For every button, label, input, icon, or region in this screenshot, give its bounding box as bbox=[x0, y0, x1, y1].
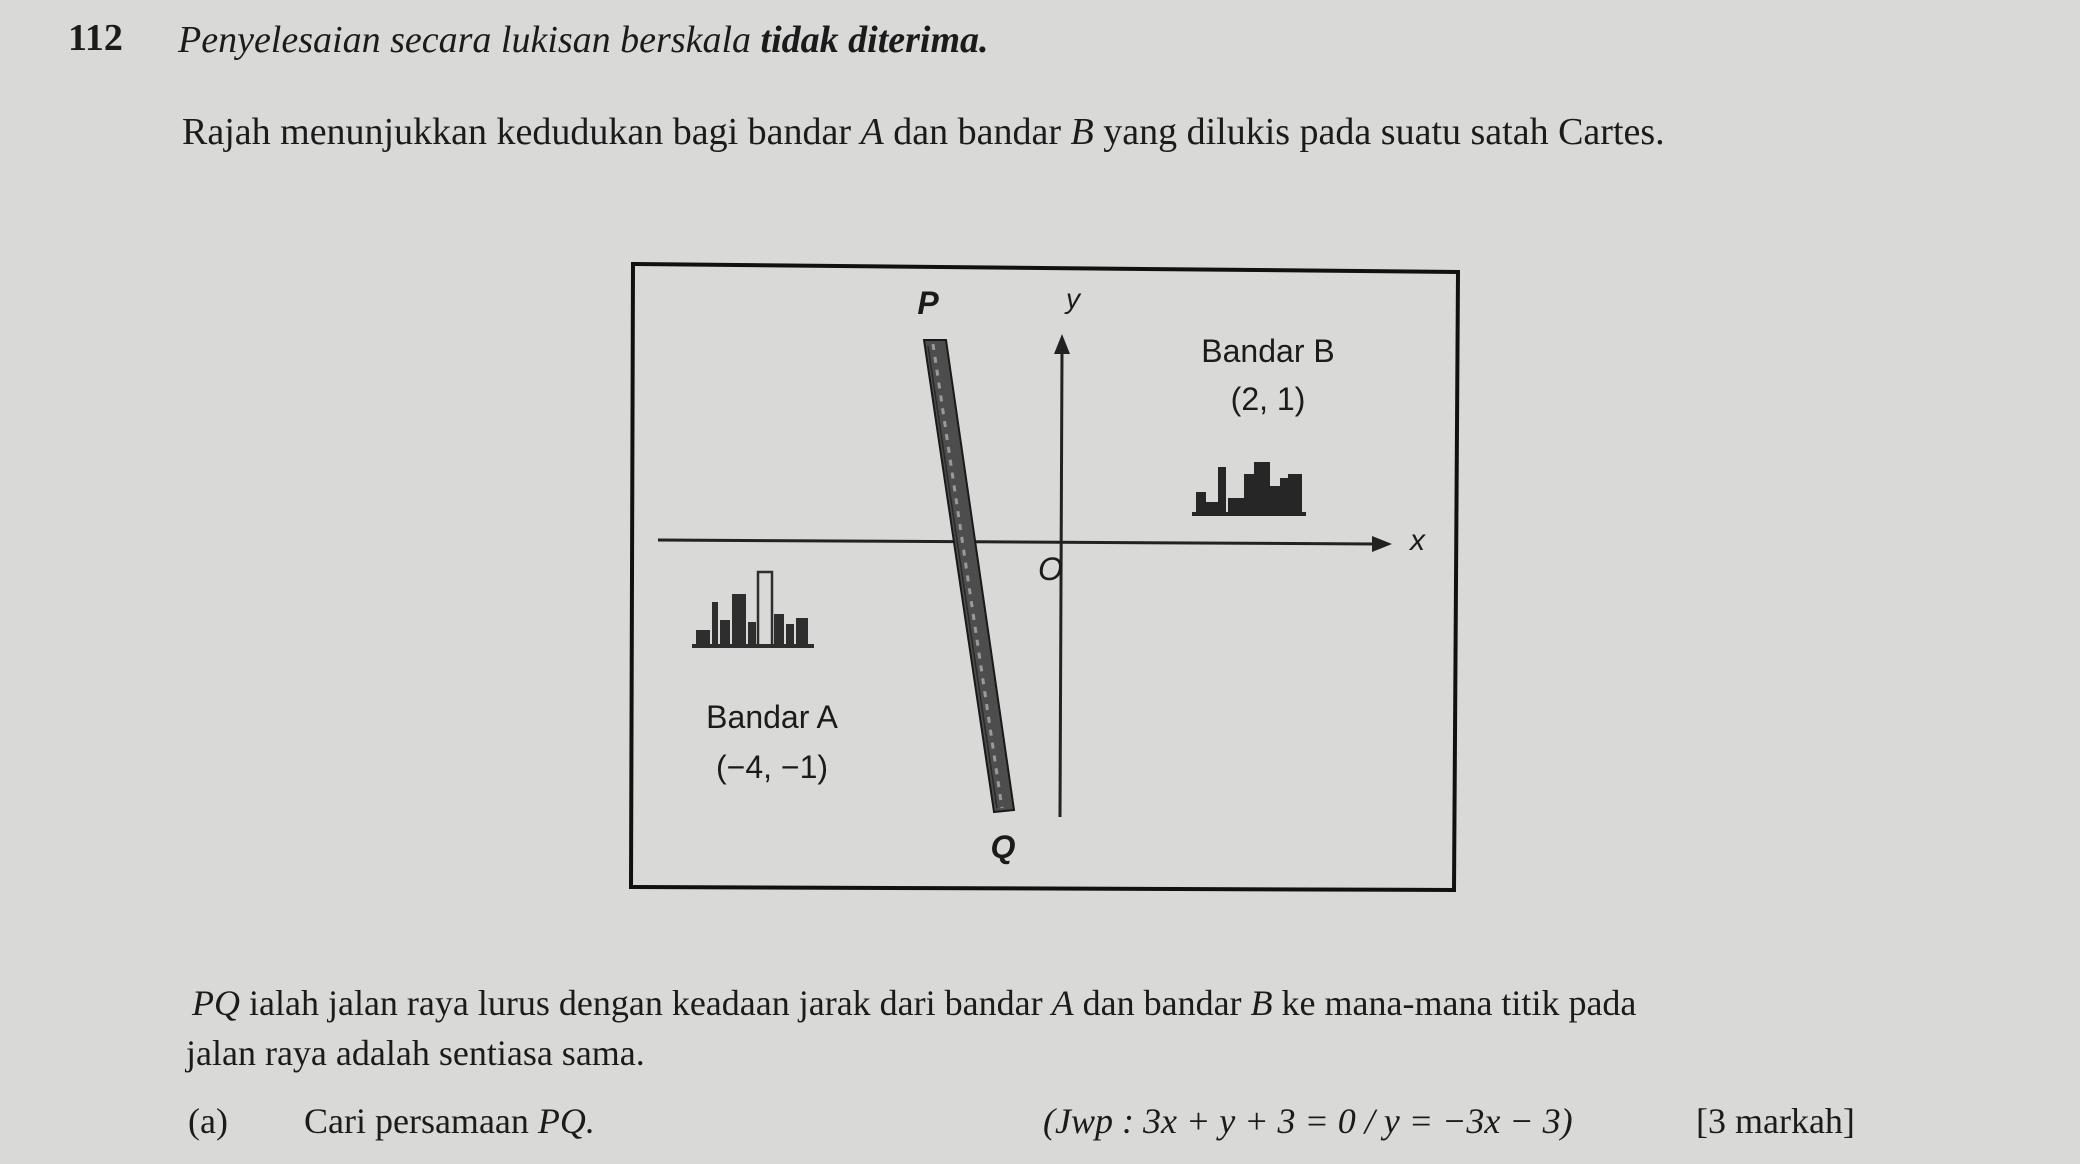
part-a-label: (a) bbox=[188, 1101, 228, 1141]
part-a-marks: [3 markah] bbox=[1696, 1101, 1855, 1141]
road-pq-ref: PQ bbox=[192, 983, 240, 1023]
road-description-line-2: jalan raya adalah sentiasa sama. bbox=[186, 1033, 645, 1073]
road-pq bbox=[924, 340, 1014, 812]
intro-town-b: B bbox=[1070, 111, 1094, 153]
town-b-name: Bandar B bbox=[1201, 333, 1335, 369]
label-origin: O bbox=[1038, 551, 1063, 587]
road-desc-town-b: B bbox=[1250, 983, 1273, 1023]
part-a-task bbox=[304, 1100, 595, 1142]
intro-suffix: yang dilukis pada suatu satah Cartes. bbox=[1103, 111, 1665, 153]
town-a-skyline-icon bbox=[692, 572, 814, 648]
town-a-coord: (−4, −1) bbox=[715, 749, 829, 785]
instruction-note bbox=[178, 18, 989, 62]
label-y-axis: y bbox=[1066, 283, 1080, 314]
road-description-line-1 bbox=[192, 982, 1636, 1024]
cartesian-diagram bbox=[628, 262, 1462, 892]
part-a-answer: (Jwp : 3x + y + 3 = 0 / y = −3x − 3) bbox=[1043, 1101, 1573, 1141]
part-a-task-text: Cari persamaan bbox=[304, 1101, 529, 1141]
town-b-coord: (2, 1) bbox=[1230, 381, 1306, 417]
label-p: P bbox=[917, 285, 939, 321]
road-desc-town-a: A bbox=[1051, 983, 1074, 1023]
town-b-skyline-icon bbox=[1192, 462, 1306, 516]
x-axis bbox=[658, 540, 1376, 544]
part-a-pq: PQ. bbox=[537, 1101, 595, 1141]
question-number: 112 bbox=[68, 17, 123, 59]
y-axis-arrow bbox=[1054, 334, 1070, 354]
intro-dan: dan bandar bbox=[893, 111, 1062, 153]
road-desc-dan: dan bandar bbox=[1082, 983, 1242, 1023]
town-a-name: Bandar A bbox=[706, 699, 838, 735]
label-q: Q bbox=[990, 829, 1016, 865]
road-desc-tail: ke mana-mana titik pada bbox=[1281, 983, 1637, 1023]
road-desc-text: ialah jalan raya lurus dengan keadaan jarak dari bandar bbox=[249, 983, 1043, 1023]
note-italic: Penyelesaian secara lukisan berskala bbox=[178, 19, 752, 61]
intro-town-a: A bbox=[860, 111, 884, 153]
intro-sentence bbox=[182, 110, 1665, 154]
x-axis-arrow bbox=[1372, 536, 1392, 552]
intro-prefix: Rajah menunjukkan kedudukan bagi bandar bbox=[182, 111, 852, 153]
label-x-axis: x bbox=[1410, 524, 1425, 557]
note-bold: tidak diterima. bbox=[760, 19, 989, 61]
